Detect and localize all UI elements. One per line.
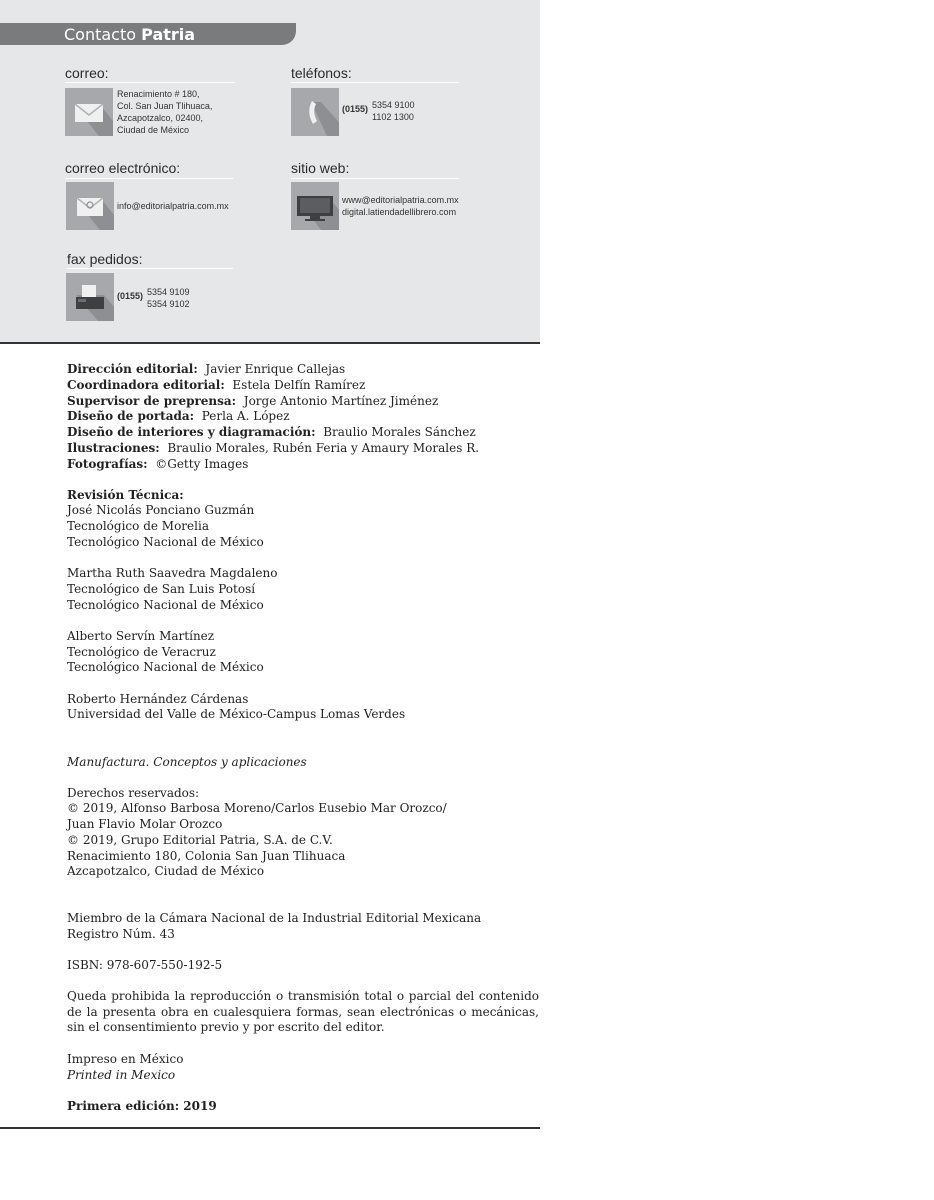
- fax-pedidos-rule: [67, 268, 233, 269]
- printed-es: Impreso en México: [67, 1052, 184, 1066]
- reviewer-line: Tecnológico Nacional de México: [67, 535, 264, 549]
- reviewer-line: José Nicolás Ponciano Guzmán: [67, 503, 255, 517]
- fax-pedidos-label: fax pedidos:: [67, 251, 143, 267]
- reviewer-line: Tecnológico Nacional de México: [67, 660, 264, 674]
- reviewer-line: Martha Ruth Saavedra Magdaleno: [67, 566, 278, 580]
- contact-title: Contacto Patria: [64, 25, 196, 44]
- rights-line: Renacimiento 180, Colonia San Juan Tlihuaca: [67, 849, 346, 863]
- sitio-web-label: sitio web:: [291, 160, 350, 176]
- rights-line: © 2019, Alfonso Barbosa Moreno/Carlos Eusebio Mar Orozco/: [67, 801, 447, 815]
- reviewer-line: Tecnológico de San Luis Potosí: [67, 582, 256, 596]
- credit-line: Ilustraciones: Braulio Morales, Rubén Feria y Amaury Morales R.: [67, 441, 480, 455]
- telefonos-numbers: 5354 9100 1102 1300: [372, 100, 415, 122]
- chamber-line: Registro Núm. 43: [67, 927, 175, 941]
- phone-icon: [291, 88, 339, 136]
- credit-line: Dirección editorial: Javier Enrique Callejas: [67, 362, 346, 376]
- email-icon: [66, 182, 114, 230]
- reviewer-line: Alberto Servín Martínez: [67, 629, 215, 643]
- telefonos-rule: [291, 82, 459, 83]
- book-title: Manufactura. Conceptos y aplicaciones: [67, 755, 307, 769]
- edition: Primera edición: 2019: [67, 1099, 217, 1113]
- fax-prefix: (0155): [117, 291, 144, 301]
- envelope-icon: [65, 88, 113, 136]
- contact-panel: [0, 0, 540, 342]
- legal-notice: Queda prohibida la reproducción o transmisión total o parcial del contenido de la presenta obra en cualesquiera formas, sean electrónicas o mecánicas, sin el consentimiento previo y por escrito del editor.: [67, 989, 539, 1035]
- fax-icon: [66, 273, 114, 321]
- reviewer-line: Universidad del Valle de México-Campus Lomas Verdes: [67, 707, 406, 721]
- bottom-divider: [0, 1127, 540, 1129]
- correo-address: Renacimiento # 180, Col. San Juan Tlihuaca, Azcapotzalco, 02400, Ciudad de México: [117, 89, 213, 135]
- sitio-web-rule: [291, 178, 459, 179]
- telefonos-prefix: (0155): [342, 104, 369, 114]
- credit-line: Diseño de portada: Perla A. López: [67, 409, 290, 423]
- revision-heading: Revisión Técnica:: [67, 488, 184, 502]
- correo-electronico-value: info@editorialpatria.com.mx: [117, 201, 229, 211]
- correo-electronico-label: correo electrónico:: [65, 160, 181, 176]
- correo-label: correo:: [65, 65, 109, 81]
- reviewer-line: Roberto Hernández Cárdenas: [67, 692, 249, 706]
- rights-line: Derechos reservados:: [67, 786, 200, 800]
- computer-icon: [291, 182, 339, 230]
- credit-line: Fotografías: ©Getty Images: [67, 457, 249, 471]
- correo-electronico-rule: [65, 178, 233, 179]
- chamber-line: Miembro de la Cámara Nacional de la Industrial Editorial Mexicana: [67, 911, 482, 925]
- credit-line: Supervisor de preprensa: Jorge Antonio Martínez Jiménez: [67, 394, 439, 408]
- printed-en: Printed in Mexico: [67, 1068, 176, 1082]
- correo-rule: [65, 82, 235, 83]
- rights-line: © 2019, Grupo Editorial Patria, S.A. de C.V.: [67, 833, 333, 847]
- contact-header-tab: [0, 23, 296, 45]
- top-divider: [0, 342, 540, 344]
- rights-line: Juan Flavio Molar Orozco: [67, 817, 223, 831]
- reviewer-line: Tecnológico de Morelia: [67, 519, 209, 533]
- credit-line: Diseño de interiores y diagramación: Braulio Morales Sánchez: [67, 425, 476, 439]
- reviewer-line: Tecnológico de Veracruz: [67, 645, 216, 659]
- telefonos-label: teléfonos:: [291, 65, 352, 81]
- sitio-web-values: www@editorialpatria.com.mx digital.latiendadellibrero.com: [342, 195, 459, 217]
- rights-line: Azcapotzalco, Ciudad de México: [67, 864, 265, 878]
- fax-numbers: 5354 9109 5354 9102: [147, 287, 190, 309]
- reviewer-line: Tecnológico Nacional de México: [67, 598, 264, 612]
- credit-line: Coordinadora editorial: Estela Delfín Ramírez: [67, 378, 366, 392]
- isbn: ISBN: 978-607-550-192-5: [67, 958, 223, 972]
